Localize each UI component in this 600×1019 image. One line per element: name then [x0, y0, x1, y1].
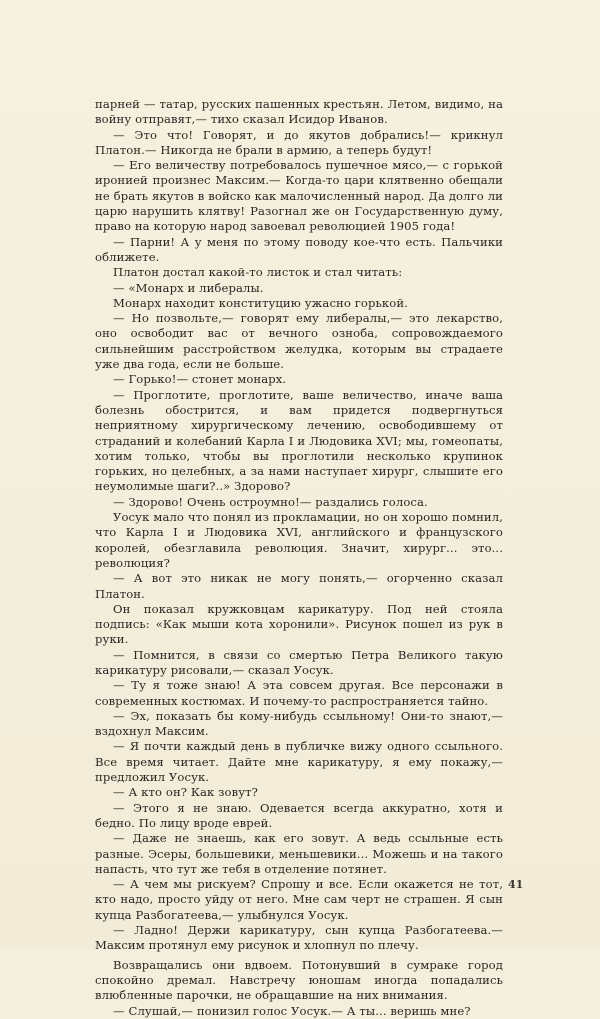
paragraph: — Эх, показать бы кому-нибудь ссыльному! Они-то знают,— вздохнул Максим. — [95, 708, 503, 739]
paragraph: Возвращались они вдвоем. Потонувший в сумраке город спокойно дремал. Навстречу юношам иногда попадались влюбленные парочки, не обращавшие на них внимания. — [95, 957, 503, 1003]
paragraph: — «Монарх и либералы. — [113, 280, 264, 295]
page-number: 41 — [508, 878, 524, 891]
paragraph: — Ладно! Держи карикатуру, сын купца Разбогатеева.— Максим протянул ему рисунок и хлопнул по плечу. — [95, 923, 503, 953]
paragraph: — А кто он? Как зовут? — [113, 785, 258, 800]
paragraph: — Даже не знаешь, как его зовут. А ведь ссыльные есть разные. Эсеры, большевики, меньшевики... Можешь и на такого напасть, что тут же тебя в отделение потянет. — [95, 831, 503, 876]
paragraph: Уосук мало что понял из прокламации, но он хорошо помнил, что Карла I и Людовика XVI, английского и французского королей, обезглавила революция. Значит, хирург... это... революция? — [95, 510, 503, 570]
paragraph: — А чем мы рискуем? Спрошу и все. Если окажется не тот, кто надо, просто уйду от него. Мне сам черт не страшен. Я сын купца Разбогатеева,— улыбнулся Уосук. — [95, 877, 503, 922]
paragraph: Монарх находит конституцию ужасно горькой. — [113, 295, 408, 310]
paragraph: — Это что! Говорят, и до якутов добрались!— крикнул Платон.— Никогда не брали в армию, а теперь будут! — [95, 127, 503, 157]
page-text — [95, 97, 503, 1019]
paragraph: — Здорово! Очень остроумно!— раздались голоса. — [113, 494, 428, 509]
paragraph: Он показал кружковцам карикатуру. Под ней стояла подпись: «Как мыши кота хоронили». Рисунок пошел из рук в руки. — [95, 601, 503, 647]
paragraph: — Ту я тоже знаю! А эта совсем другая. Все персонажи в современных костюмах. И почему-то распространяется тайно. — [95, 678, 503, 708]
paragraph: парней — татар, русских пашенных крестьян. Летом, видимо, на войну отправят,— тихо сказал Исидор Иванов. — [95, 97, 503, 127]
paragraph: — Слушай,— понизил голос Уосук.— А ты... веришь мне? — [113, 1003, 471, 1018]
paragraph: Платон достал какой-то листок и стал читать: — [113, 265, 403, 280]
paragraph: — Проглотите, проглотите, ваше величество, иначе ваша болезнь обострится, и вам придется подвергнуться неприятному хирургическому лечению, освободившему от страданий и колебаний Карла I и Людовика XVI; мы, гомеопаты, хотим только, чтобы вы проглотили несколько крупинок горьких, но целебных, а за нами наступает хирург, слышите его неумолимые шаги?..» Здорово? — [95, 387, 503, 494]
paragraph: — Горько!— стонет монарх. — [113, 372, 287, 387]
paragraph: — Его величеству потребовалось пушечное мясо,— с горькой иронией произнес Максим.— Когда-то цари клятвенно обещали не брать якутов в войско как малочисленный народ. Да долго ли царю нарушить клятву! Разогнал же он Государственную думу, право на которую народ завоевал революцией 1905 года! — [95, 158, 503, 234]
paragraph: — Но позвольте,— говорят ему либералы,— это лекарство, оно освободит вас от вечного озноба, сопровождаемого сильнейшим расстройством желудка, которым вы страдаете уже два года, если не больше. — [95, 311, 503, 372]
paragraph: — А вот это никак не могу понять,— огорченно сказал Платон. — [95, 571, 503, 601]
paragraph: — Я почти каждый день в публичке вижу одного ссыльного. Все время читает. Дайте мне карикатуру, я ему покажу,— предложил Уосук. — [95, 739, 503, 785]
paragraph: — Этого я не знаю. Одевается всегда аккуратно, хотя и бедно. По лицу вроде еврей. — [95, 800, 503, 830]
paragraph: — Помнится, в связи со смертью Петра Великого такую карикатуру рисовали,— сказал Уосук. — [95, 647, 503, 677]
paragraph: — Парни! А у меня по этому поводу кое-что есть. Пальчики оближете. — [95, 234, 503, 264]
